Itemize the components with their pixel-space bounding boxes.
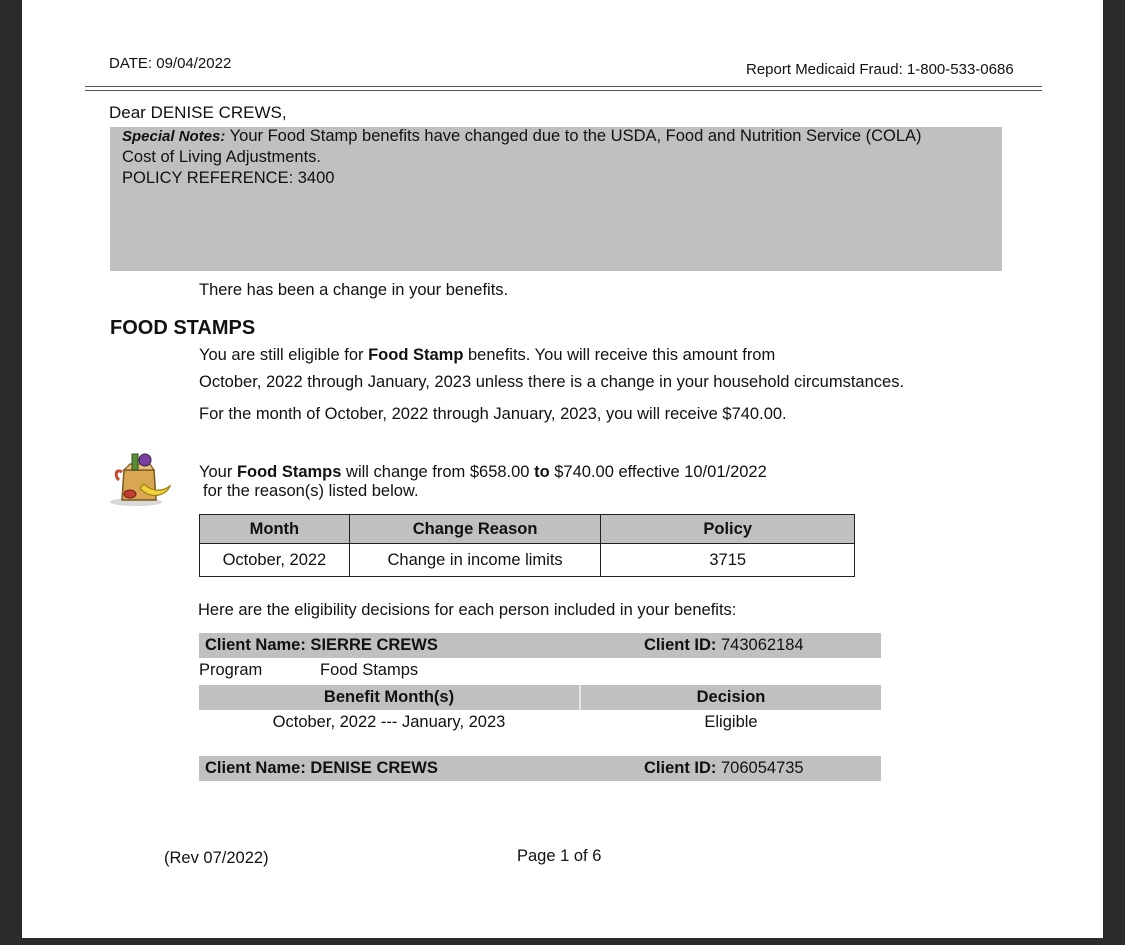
client-id	[644, 759, 804, 778]
header-rule-double	[85, 90, 1042, 91]
change-program-bold: Food Stamps	[236, 463, 342, 481]
program-value: Food Stamps	[320, 661, 419, 679]
column-header-change-reason: Change Reason	[349, 515, 601, 544]
decisions-intro: Here are the eligibility decisions for each person included in your benefits:	[198, 601, 737, 619]
eligibility-line-2: October, 2022 through January, 2023 unless there is a change in your household circumstances.	[199, 373, 905, 391]
page-number: Page 1 of 6	[517, 847, 602, 865]
special-notes-label: Special Notes:	[122, 128, 226, 145]
header-rule	[85, 86, 1042, 87]
special-notes-text-1: Your Food Stamp benefits have changed due to the USDA, Food and Nutrition Service (COLA)	[225, 127, 922, 145]
greeting: Dear DENISE CREWS,	[109, 103, 287, 122]
benefit-change-line	[199, 463, 767, 482]
benefit-months-value: October, 2022 --- January, 2023	[272, 713, 506, 731]
change-intro: There has been a change in your benefits.	[199, 281, 509, 299]
column-header-policy: Policy	[601, 515, 855, 544]
revision-label: (Rev 07/2022)	[164, 849, 269, 867]
client-id	[644, 636, 804, 655]
table-row	[200, 544, 855, 577]
client-name: Client Name: SIERRE CREWS	[205, 636, 438, 654]
decision-header: Decision	[696, 688, 766, 706]
client-bar-denise	[199, 756, 881, 781]
eligibility-program-bold: Food Stamp	[368, 346, 464, 364]
benefit-change-reason-line: for the reason(s) listed below.	[203, 482, 419, 500]
program-label: Program	[199, 661, 263, 679]
change-reason-table	[199, 514, 855, 577]
change-text-b: will change from $658.00	[341, 463, 535, 481]
client-id-label: Client ID:	[644, 759, 717, 777]
decision-value: Eligible	[704, 713, 758, 731]
change-text-a: Your	[199, 463, 237, 481]
eligibility-text-a: You are still eligible for	[199, 346, 369, 364]
column-header-month: Month	[200, 515, 350, 544]
client-bar-sierre	[199, 633, 881, 658]
client-id-label: Client ID:	[644, 636, 717, 654]
benefit-decision-header	[199, 685, 881, 710]
client-id-value: 706054735	[716, 759, 804, 777]
table-header-row	[200, 515, 855, 544]
change-text-c: $740.00 effective 10/01/2022	[549, 463, 767, 481]
policy-reference: POLICY REFERENCE: 3400	[122, 169, 335, 187]
cell-month: October, 2022	[200, 544, 350, 577]
eligibility-line-3: For the month of October, 2022 through January, 2023, you will receive $740.00.	[199, 405, 787, 423]
special-notes-box	[110, 127, 1002, 271]
cell-change-reason: Change in income limits	[349, 544, 601, 577]
eligibility-line-1	[199, 346, 775, 365]
section-title: FOOD STAMPS	[110, 317, 256, 339]
grocery-bag-icon	[110, 450, 174, 508]
fraud-hotline: Report Medicaid Fraud: 1-800-533-0686	[746, 61, 1014, 78]
special-notes-line-2: Cost of Living Adjustments.	[122, 148, 322, 166]
cell-policy: 3715	[601, 544, 855, 577]
client-name: Client Name: DENISE CREWS	[205, 759, 438, 777]
document-page	[22, 0, 1103, 938]
special-notes-line-1	[122, 127, 922, 146]
change-to-bold: to	[534, 463, 550, 481]
eligibility-text-b: benefits. You will receive this amount from	[463, 346, 776, 364]
client-id-value: 743062184	[716, 636, 804, 654]
benefit-months-header: Benefit Month(s)	[323, 688, 455, 706]
letter-date: DATE: 09/04/2022	[109, 55, 232, 72]
